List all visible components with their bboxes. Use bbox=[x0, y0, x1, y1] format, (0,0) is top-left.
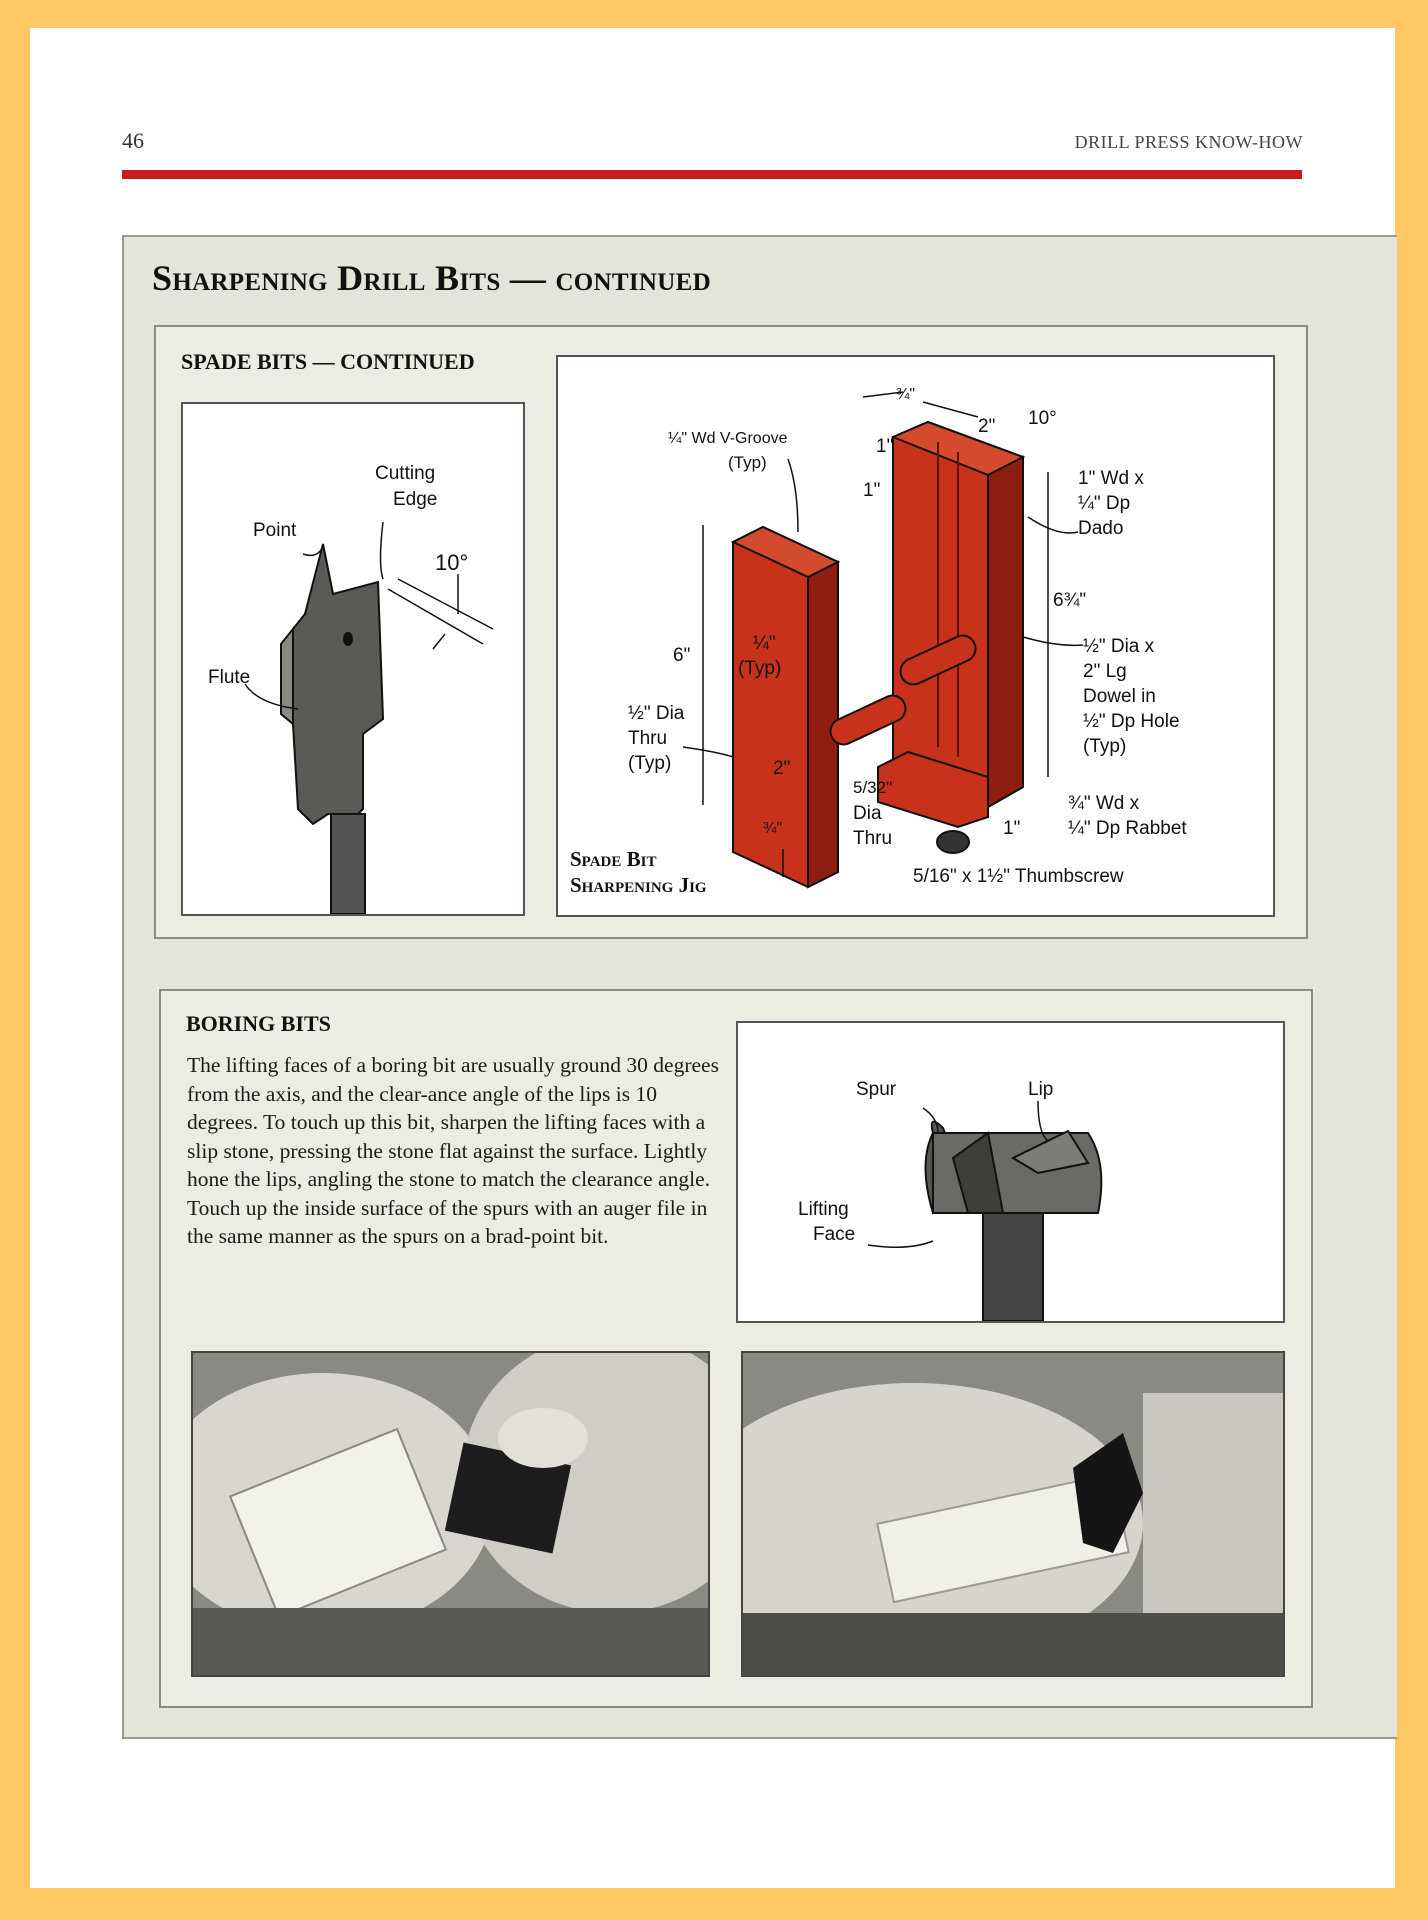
jig-caption-line-2: Sharpening Jig bbox=[570, 873, 707, 897]
dowel-label-2: 2" Lg bbox=[1083, 661, 1127, 682]
dado-label-2: ¼" Dp bbox=[1078, 493, 1131, 514]
hole-label-2: Dia bbox=[853, 803, 882, 824]
spade-bits-panel bbox=[154, 325, 1308, 939]
lifting-face-label-1: Lifting bbox=[798, 1199, 849, 1220]
boring-paragraph: The lifting faces of a boring bit are usually ground 30 degrees from the axis, and the clear-ance angle of the lips is 10 degrees. To touch up this bit, sharpen the lifting faces with a slip stone, pressing the stone flat against the surface. Lightly hone the lips, angling the stone to match the clearance angle. Touch up the inside surface of the spurs with an auger file in the same manner as the spurs on a brad-point bit. bbox=[187, 1053, 719, 1248]
vgroove-label-2: (Typ) bbox=[728, 453, 767, 472]
photo-honing-lips-image bbox=[743, 1353, 1283, 1675]
page-number: 46 bbox=[122, 128, 144, 153]
dowel-label-1: ½" Dia x bbox=[1083, 636, 1155, 657]
thru-label-2: Thru bbox=[628, 728, 668, 749]
thru-label-1: ½" Dia bbox=[628, 703, 685, 724]
photo-honing-lifting-faces bbox=[191, 1351, 710, 1677]
sharpening-section bbox=[122, 235, 1397, 1739]
thru-label-3: (Typ) bbox=[628, 753, 672, 774]
flute-label: Flute bbox=[208, 667, 251, 688]
dowel-label-5: (Typ) bbox=[1083, 736, 1127, 757]
boring-bit-figure bbox=[736, 1021, 1285, 1323]
boring-bits-panel bbox=[159, 989, 1313, 1708]
cutting-edge-label-1: Cutting bbox=[375, 463, 436, 484]
running-head: DRILL PRESS KNOW-HOW bbox=[1074, 132, 1303, 152]
spade-bit-figure bbox=[181, 402, 525, 916]
quarter-label-1: ¼" bbox=[753, 633, 776, 654]
spade-bit-drawing bbox=[183, 404, 523, 914]
sharpening-jig-figure bbox=[556, 355, 1275, 917]
jig-caption-line-1: Spade Bit bbox=[570, 847, 657, 871]
dim-two-top: 2" bbox=[978, 416, 996, 437]
spade-panel-title: SPADE BITS — CONTINUED bbox=[181, 349, 475, 374]
point-label: Point bbox=[253, 520, 297, 541]
dim-three-quarter-b: ¾" bbox=[763, 820, 783, 837]
quarter-label-2: (Typ) bbox=[738, 658, 782, 679]
dim-six: 6" bbox=[673, 645, 691, 666]
dowel-label-3: Dowel in bbox=[1083, 686, 1156, 707]
dado-label-1: 1" Wd x bbox=[1078, 468, 1144, 489]
dim-two-b: 2" bbox=[773, 758, 791, 779]
rabbet-label-1: ¾" Wd x bbox=[1068, 793, 1140, 814]
boring-bit-drawing bbox=[738, 1023, 1283, 1321]
hole-label-3: Thru bbox=[853, 828, 893, 849]
boring-panel-title: BORING BITS bbox=[186, 1011, 331, 1036]
dim-one-b: 1" bbox=[863, 480, 881, 501]
photo-honing-lifting-faces-image bbox=[193, 1353, 708, 1675]
dado-label-3: Dado bbox=[1078, 518, 1124, 539]
cutting-edge-label-2: Edge bbox=[393, 489, 438, 510]
lifting-face-label-2: Face bbox=[813, 1224, 856, 1245]
lip-label: Lip bbox=[1028, 1079, 1054, 1100]
dim-ten-degree: 10° bbox=[1028, 408, 1057, 429]
header-rule bbox=[122, 170, 1302, 179]
section-title: Sharpening Drill Bits — continued bbox=[152, 258, 711, 298]
dim-one-a: 1" bbox=[876, 436, 894, 457]
dim-three-quarter-top: ¾" bbox=[896, 386, 916, 403]
dowel-label-4: ½" Dp Hole bbox=[1083, 711, 1180, 732]
rabbet-label-2: ¼" Dp Rabbet bbox=[1068, 818, 1187, 839]
dim-six-three-quarter: 6¾" bbox=[1053, 590, 1087, 611]
angle-label: 10° bbox=[435, 550, 469, 575]
dim-one-c: 1" bbox=[1003, 818, 1021, 839]
vgroove-label-1: ¼" Wd V-Groove bbox=[668, 430, 788, 447]
thumbscrew-label: 5/16" x 1½" Thumbscrew bbox=[913, 866, 1124, 887]
photo-honing-lips bbox=[741, 1351, 1285, 1677]
spur-label: Spur bbox=[856, 1079, 897, 1100]
hole-label-1: 5/32" bbox=[853, 778, 893, 797]
